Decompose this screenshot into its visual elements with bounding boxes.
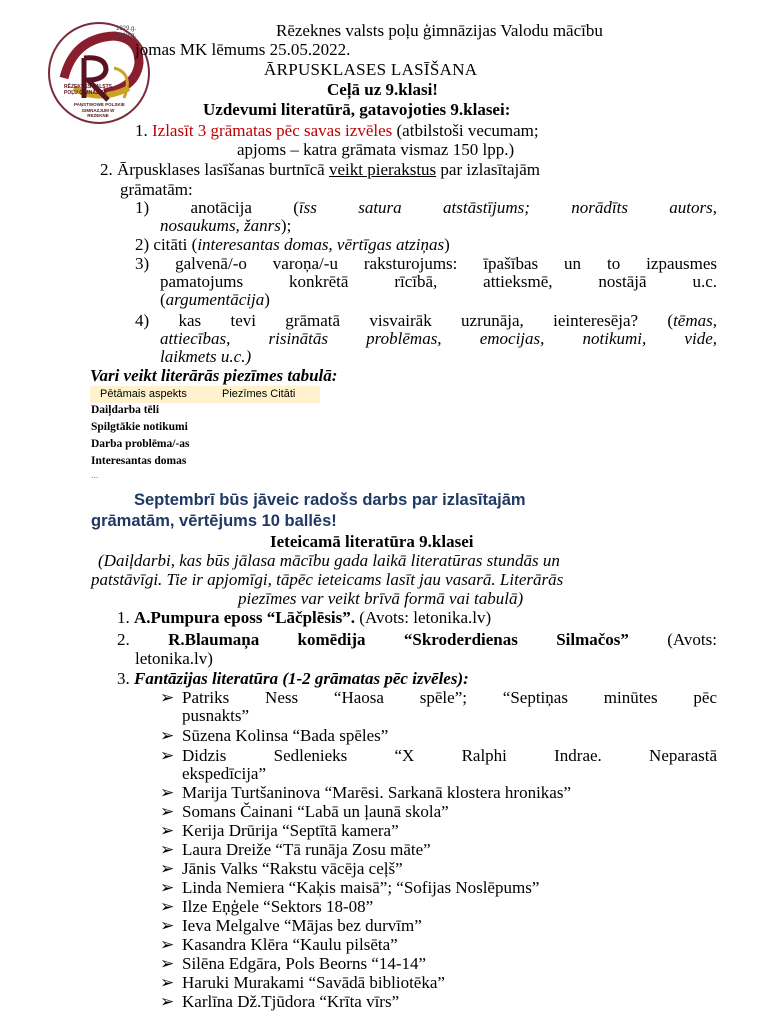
subtask-3-paren-close: ) <box>264 290 270 309</box>
subtask-1-italic-2: nosaukums, žanrs <box>160 216 281 235</box>
book-entry: Marija Turtšaninova “Marēsi. Sarkanā klostera hronikas” <box>182 783 572 802</box>
arrow-bullet-icon: ➢ <box>160 878 175 897</box>
book-entry-cont: ekspedīcija” <box>182 764 267 783</box>
recommended-item-2 <box>117 630 717 649</box>
logo-motto-1: PAŅSTWOWE POLSKIE <box>74 102 125 107</box>
arrow-bullet-icon: ➢ <box>160 935 175 954</box>
item-3-title: Fantāzijas literatūra (1-2 grāmatas pēc izvēles): <box>134 669 469 688</box>
subtask-3-line-3 <box>160 290 270 309</box>
table-note: Vari veikt literārās piezīmes tabulā: <box>90 366 338 385</box>
arrow-bullet-icon: ➢ <box>160 954 175 973</box>
arrow-bullet-icon: ➢ <box>160 916 175 935</box>
table-row: Daiļdarba tēli <box>91 404 160 416</box>
subtask-4-line-1 <box>135 311 717 330</box>
subtask-4-italic: tēmas, <box>673 311 717 330</box>
book-entry: Somans Čainani “Labā un ļaunā skola” <box>182 802 449 821</box>
subtask-4-text: 4) kas tevi grāmatā visvairāk uzrunāja, ieinteresēja? ( <box>135 311 674 330</box>
book-entry-cont: pusnakts” <box>182 706 250 725</box>
header-line-1: Rēzeknes valsts poļu ģimnāzijas Valodu mācību <box>276 21 603 40</box>
subtask-1-line-2 <box>160 216 291 235</box>
table-row: ... <box>91 470 99 481</box>
task-2-text-a: Ārpusklases lasīšanas burtnīcā <box>117 160 325 179</box>
book-entry: Kasandra Klēra “Kaulu pilsēta” <box>182 935 398 954</box>
book-entry: Haruki Murakami “Savādā bibliotēka” <box>182 973 445 992</box>
book-entry: Ilze Eņģele “Sektors 18-08” <box>182 897 374 916</box>
book-entry: Kerija Drūrija “Septītā kamera” <box>182 821 399 840</box>
recommended-item-2-line-2: letonika.lv) <box>135 649 213 668</box>
logo-year-1: 1929.g. <box>116 26 137 32</box>
recommended-note-3: piezīmes var veikt brīvā formā vai tabulā) <box>238 589 524 608</box>
task-2-number: 2. <box>100 160 113 179</box>
recommended-item-1 <box>117 608 491 627</box>
list-item <box>160 688 717 707</box>
book-entry: Jānis Valks “Rakstu vācēja ceļš” <box>182 859 403 878</box>
list-item <box>160 878 539 897</box>
table-header-notes: Piezīmes Citāti <box>222 388 296 400</box>
list-item <box>160 973 445 992</box>
table-header-row <box>90 386 320 403</box>
subtask-2-end: ) <box>444 235 450 254</box>
arrow-bullet-icon: ➢ <box>160 840 175 859</box>
logo-year-2: 2010.g. <box>116 33 137 39</box>
book-entry: Ieva Melgalve “Mājas bez durvīm” <box>182 916 422 935</box>
book-entry: Karlīna Dž.Tjūdora “Krīta vīrs” <box>182 992 400 1011</box>
list-item <box>160 859 403 878</box>
task-2-text-b: par izlasītajām <box>440 160 540 179</box>
book-entry: Linda Nemiera “Kaķis maisā”; “Sofijas Noslēpums” <box>182 878 540 897</box>
item-1-title: A.Pumpura eposs “Lāčplēsis”. <box>134 608 356 627</box>
arrow-bullet-icon: ➢ <box>160 726 175 745</box>
item-1-number: 1. <box>117 608 130 627</box>
logo-caption-1: RĒZEKNES VALSTS <box>64 84 112 90</box>
subtask-2-text: 2) citāti ( <box>135 235 198 254</box>
task-2-line-2: grāmatām: <box>120 180 193 199</box>
item-1-source: (Avots: letonika.lv) <box>359 608 492 627</box>
book-entry: Sūzena Kolinsa “Bada spēles” <box>182 726 389 745</box>
item-2-title: R.Blaumaņa komēdija “Skroderdienas Silmačos” <box>168 630 629 649</box>
list-item <box>160 992 399 1011</box>
header-line-2: jomas MK lēmums 25.05.2022. <box>135 40 351 59</box>
list-item <box>160 897 373 916</box>
logo-motto-3: REZEKNE <box>87 113 109 118</box>
item-3-number: 3. <box>117 669 130 688</box>
task-1-line-2: apjoms – katra grāmata vismaz 150 lpp.) <box>237 140 515 159</box>
book-entry: Silēna Edgāra, Pols Beorns “14-14” <box>182 954 427 973</box>
arrow-bullet-icon: ➢ <box>160 973 175 992</box>
recommended-note-1: (Daiļdarbi, kas būs jālasa mācību gada laikā literatūras stundās un <box>98 551 560 570</box>
task-1-number: 1. <box>135 121 148 140</box>
subtask-3-italic: argumentācija <box>165 290 265 309</box>
subtask-1-number: 1) <box>135 198 150 217</box>
subtask-4-line-2: attiecības, risinātās problēmas, emocijas, notikumi, vide, <box>160 329 717 348</box>
september-line-2: grāmatām, vērtējums 10 ballēs! <box>91 512 337 530</box>
september-line-1: Septembrī būs jāveic radošs darbs par izlasītajām <box>134 491 526 509</box>
list-item <box>160 726 388 745</box>
list-item <box>160 916 422 935</box>
subtask-2 <box>135 235 450 254</box>
subtask-1 <box>135 198 717 217</box>
arrow-bullet-icon: ➢ <box>160 992 175 1011</box>
task-2 <box>100 160 540 179</box>
header-line-3: ĀRPUSKLASES LASĪŠANA <box>264 60 478 79</box>
table-row: Spilgtākie notikumi <box>91 421 188 433</box>
subtask-3-line-1: 3) galvenā/-o varoņa/-u raksturojums: īpašības un to izpausmes <box>135 254 717 273</box>
book-entry: Didzis Sedlenieks “X Ralphi Indrae. Neparastā <box>182 746 717 765</box>
task-2-underlined: veikt pierakstus <box>328 160 437 179</box>
subtask-3-line-2: pamatojums konkrētā rīcībā, attieksmē, nostājā u.c. <box>160 272 717 291</box>
task-1-rest: (atbilstoši vecumam; <box>396 121 539 140</box>
logo-motto-2: GIMNAZJUM W <box>81 107 115 113</box>
table-row: Darba problēma/-as <box>91 438 190 450</box>
arrow-bullet-icon: ➢ <box>160 688 175 707</box>
task-1-highlight: Izlasīt 3 grāmatas pēc savas izvēles <box>152 121 393 140</box>
recommended-title: Ieteicamā literatūra 9.klasei <box>270 532 474 551</box>
subtask-2-italic: interesantas domas, vērtīgas atziņas <box>197 235 445 254</box>
list-item <box>160 954 426 973</box>
list-item <box>160 821 399 840</box>
logo-caption-2: POĻU ĢIMNĀZIJA <box>64 90 107 96</box>
subtask-1-italic: īss satura atstāstījums; norādīts autors, <box>298 198 718 217</box>
subtask-4-line-3: laikmets u.c.) <box>160 347 252 366</box>
arrow-bullet-icon: ➢ <box>160 746 175 765</box>
subtask-1-text: anotācija ( <box>190 198 299 217</box>
subtask-3-paren-open: ( <box>160 290 166 309</box>
list-item <box>160 746 717 765</box>
list-item <box>160 935 398 954</box>
item-2-number: 2. <box>117 630 130 649</box>
table-row: Interesantas domas <box>91 455 187 467</box>
subtask-1-end: ); <box>280 216 292 235</box>
arrow-bullet-icon: ➢ <box>160 802 175 821</box>
book-entry: Patriks Ness “Haosa spēle”; “Septiņas minūtes pēc <box>182 688 717 707</box>
list-item <box>160 802 449 821</box>
recommended-note-2: patstāvīgi. Tie ir apjomīgi, tāpēc ieteicams lasīt jau vasarā. Literārās <box>91 570 564 589</box>
table-header-aspect: Pētāmais aspekts <box>100 388 187 400</box>
school-logo <box>44 18 154 128</box>
list-item <box>160 783 571 802</box>
task-1 <box>135 121 539 140</box>
arrow-bullet-icon: ➢ <box>160 783 175 802</box>
recommended-item-3 <box>117 669 469 688</box>
page-subtitle: Uzdevumi literatūrā, gatavojoties 9.klasei: <box>203 100 511 119</box>
list-item <box>160 840 431 859</box>
item-2-source: (Avots: <box>667 630 717 649</box>
arrow-bullet-icon: ➢ <box>160 821 175 840</box>
arrow-bullet-icon: ➢ <box>160 897 175 916</box>
page-title: Ceļā uz 9.klasi! <box>327 80 438 99</box>
arrow-bullet-icon: ➢ <box>160 859 175 878</box>
book-entry: Laura Dreiže “Tā runāja Zosu māte” <box>182 840 431 859</box>
